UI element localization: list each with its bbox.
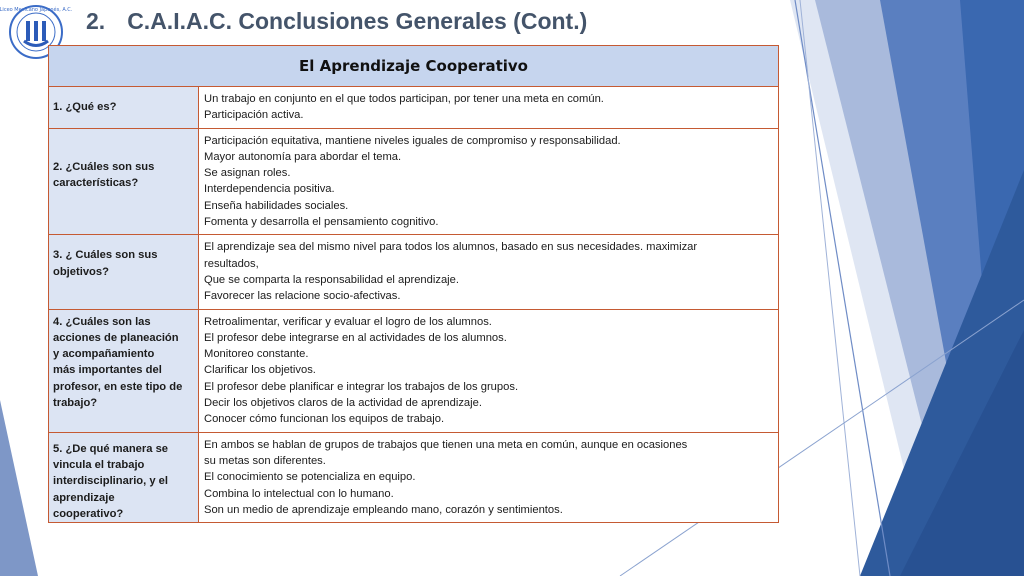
answer-line: Que se comparta la responsabilidad el aprendizaje. (204, 273, 459, 286)
answer-line: Mayor autonomía para abordar el tema. (204, 150, 402, 163)
answer-line: Monitoreo constante. (204, 348, 309, 361)
question-line: características? (53, 176, 139, 189)
answer-line: El profesor debe integrarse en al actividades de los alumnos. (204, 331, 507, 344)
question-cell (49, 235, 199, 309)
title-number: 2. (86, 8, 106, 34)
decor-left-strip (0, 400, 38, 576)
answer-line: Participación activa. (204, 109, 304, 122)
answer-line: Enseña habilidades sociales. (204, 199, 349, 212)
answer-line: Son un medio de aprendizaje empleando mano, corazón y sentimientos. (204, 503, 563, 516)
question-line: aprendizaje (53, 491, 115, 504)
table-row (49, 235, 779, 309)
answer-line: Clarificar los objetivos. (204, 364, 316, 377)
answer-line: Fomenta y desarrolla el pensamiento cognitivo. (204, 216, 439, 229)
table-row (49, 128, 779, 235)
table-row (49, 309, 779, 432)
question-line: vincula el trabajo (53, 458, 145, 471)
question-cell (49, 309, 199, 432)
answer-cell (199, 87, 779, 129)
answer-line: Favorecer las relacione socio-afectivas. (204, 290, 401, 303)
answer-cell (199, 309, 779, 432)
answer-line: Retroalimentar, verificar y evaluar el logro de los alumnos. (204, 315, 492, 328)
answer-cell (199, 432, 779, 522)
table-row (49, 432, 779, 522)
question-line: 4. ¿Cuáles son las (53, 315, 151, 328)
answer-line: El aprendizaje sea del mismo nivel para todos los alumnos, basado en sus necesidades. maximizar (204, 241, 698, 254)
question-line: cooperativo? (53, 507, 124, 520)
page-title (86, 8, 587, 35)
answer-cell (199, 235, 779, 309)
cooperative-learning-table (48, 45, 779, 523)
question-line: trabajo? (53, 397, 98, 410)
answer-line: su metas son diferentes. (204, 454, 326, 467)
answer-line: Decir los objetivos claros de la actividad de aprendizaje. (204, 397, 482, 410)
question-line: interdisciplinario, y el (53, 475, 169, 488)
answer-line: Se asignan roles. (204, 167, 291, 180)
answer-line: resultados, (204, 257, 259, 270)
question-line: 2. ¿Cuáles son sus (53, 160, 155, 173)
question-line: objetivos? (53, 265, 109, 278)
answer-line: El conocimiento se potencializa en equipo. (204, 471, 416, 484)
question-cell (49, 87, 199, 129)
question-line: profesor, en este tipo de (53, 380, 183, 393)
question-cell (49, 432, 199, 522)
answer-line: Combina lo intelectual con lo humano. (204, 487, 394, 500)
answer-cell (199, 128, 779, 235)
table-row (49, 87, 779, 129)
title-text: C.A.I.A.C. Conclusiones Generales (Cont.) (127, 8, 588, 34)
answer-line: Participación equitativa, mantiene niveles iguales de compromiso y responsabilidad. (204, 134, 621, 147)
answer-line: En ambos se hablan de grupos de trabajos que tienen una meta en común, aunque en ocasiones (204, 438, 688, 451)
answer-line: El profesor debe planificar e integrar los trabajos de los grupos. (204, 380, 519, 393)
question-cell (49, 128, 199, 235)
question-line: 3. ¿ Cuáles son sus (53, 249, 158, 262)
answer-line: Un trabajo en conjunto en el que todos participan, por tener una meta en común. (204, 93, 604, 105)
logo-text: Liceo Mexicano Japonés, A.C. (0, 7, 73, 13)
answer-line: Conocer cómo funcionan los equipos de trabajo. (204, 413, 445, 426)
answer-line: Interdependencia positiva. (204, 183, 335, 196)
question-line: 1. ¿Qué es? (53, 101, 117, 114)
table-header: El Aprendizaje Cooperativo (49, 46, 779, 87)
question-line: y acompañamiento (53, 348, 155, 361)
question-line: acciones de planeación (53, 331, 179, 344)
question-line: 5. ¿De qué manera se (53, 442, 169, 455)
question-line: más importantes del (53, 364, 162, 377)
